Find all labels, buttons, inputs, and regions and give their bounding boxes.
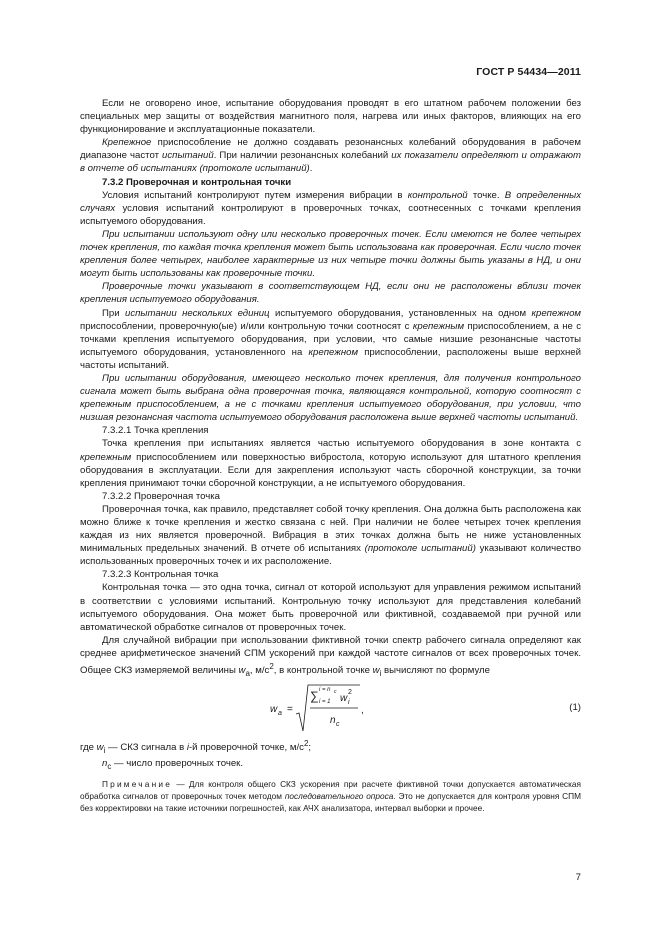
- italic-text: При испытании используют одну или несколько проверочных точек. Если имеются не более четырех точек крепления, то каждая точка крепления может быть использована как проверочная. Если число точек крепления более четырех, наиболее характерные из них четыре точки должны быть указаны в НД, и они могут быть использованы как проверочные точки.: [80, 228, 581, 280]
- paragraph: [80, 228, 581, 280]
- page-content: [80, 97, 581, 814]
- text: точке.: [467, 189, 505, 201]
- text: Точка крепления при испытаниях является частью испытуемого оборудования в зоне контакта с: [102, 438, 581, 450]
- paragraph: Если не оговорено иное, испытание оборудования проводят в его штатном рабочем положении без специальных мер защиты от воздействия магнитного поля, нагрева или иных факторов, влияющих на его функционирование и эксплуатационные показатели.: [80, 98, 581, 136]
- standard-header: ГОСТ Р 54434—2011: [476, 66, 581, 78]
- text: , м/с: [249, 665, 270, 677]
- formula-denominator-sub: c: [336, 721, 340, 729]
- paragraph: [80, 280, 581, 306]
- text: Для случайной вибрации при использовании фиктивной точки спектр рабочего сигнала определяют как среднее арифметическое значений СПМ ускорений при каждой частоте сигналов от всех проверочных точек. Общее СКЗ измеряемой величины: [80, 634, 581, 677]
- text: .: [309, 163, 313, 175]
- definition-line: [80, 737, 581, 757]
- formula-term: w: [340, 693, 348, 705]
- subscript: i: [103, 746, 106, 756]
- subscript: i: [379, 669, 382, 679]
- note-label: Примечание: [102, 779, 173, 790]
- variable-definitions: [80, 737, 581, 773]
- text: приспособлении, проверочную(ые) и/или контрольную точки соотносят с: [80, 320, 413, 332]
- paragraph: [80, 634, 581, 680]
- italic-text: Крепежное: [102, 137, 152, 149]
- subsection-heading: 7.3.2.1 Точка крепления: [102, 425, 209, 437]
- formula-lhs: w: [270, 704, 278, 716]
- formula-number: (1): [569, 702, 581, 714]
- subsection-heading: 7.3.2.2 Проверочная точка: [102, 490, 221, 502]
- subscript: c: [107, 762, 112, 772]
- text: Условия испытаний контролируют путем измерения вибрации в: [102, 189, 408, 201]
- text: приспособление не должно создавать резонансных колебаний оборудования в рабочем диапазоне частот: [80, 137, 581, 162]
- definition-line: [80, 757, 581, 773]
- italic-text: последовательного опроса: [284, 791, 394, 801]
- page-number: 7: [575, 872, 581, 883]
- text: условия испытаний контролируют в проверочных точках, соотнесенных с точками крепления испытуемого оборудования.: [80, 202, 581, 227]
- text: Проверочная точка, как правило, представляет собой точку крепления. Она должна быть расположена как можно ближе к точке крепления и жестко связана с ней. При наличии не более четырех точек крепления каждая из них является проверочной. Вибрация в этих точках должна быть не ниже установленных минимальных предельных значений. В отчете об испытаниях: [80, 503, 581, 555]
- variable: i: [186, 742, 189, 754]
- text: При: [102, 307, 126, 319]
- text: испытуемого оборудования, установленных на одном: [269, 307, 532, 319]
- formula-denominator: n: [330, 715, 336, 727]
- paragraph: [80, 307, 581, 372]
- text: указывают количество использованных проверочных точек и их расположение.: [80, 543, 581, 568]
- text: ;: [308, 742, 312, 754]
- paragraph: Контрольная точка — это одна точка, сигнал от которой используют для управления режимом испытаний в соответствии с условиями испытаний. Контрольную точку используют для представления колебаний испытуемого оборудования. Она может быть проверочной или фиктивной, создаваемой при ручной или автоматической обработке сигналов от проверочных точек.: [80, 582, 581, 633]
- note: [80, 779, 581, 814]
- italic-text: крепежным: [412, 320, 465, 332]
- text: — СКЗ сигнала в: [105, 742, 187, 754]
- paragraph: [80, 136, 581, 175]
- italic-text: испытаний: [162, 150, 214, 162]
- text: где: [80, 742, 97, 754]
- text: , в контрольной точке: [273, 665, 373, 677]
- formula-trailing: ,: [361, 705, 364, 717]
- text: приспособлением, а не с точками крепления испытуемого оборудования, при условии, что самые низшие резонансные частоты испытуемого оборудования, установленного на: [80, 320, 582, 358]
- section-heading: 7.3.2 Проверочная и контрольная точки: [102, 176, 292, 188]
- paragraph: [80, 503, 581, 568]
- text: -й проверочной точке, м/с: [188, 742, 304, 754]
- formula-term-sup: 2: [348, 689, 352, 697]
- paragraph: [80, 189, 581, 228]
- superscript: 2: [269, 662, 274, 672]
- text: — число проверочных точек.: [111, 758, 244, 770]
- sum-lower: i = 1: [319, 699, 331, 706]
- superscript: 2: [303, 739, 309, 749]
- text: — Для контроля общего СКЗ ускорения при расчете фиктивной точки допускается автоматическая обработка сигналов от проверочных точек методом: [80, 779, 581, 801]
- italic-text: контрольной: [407, 189, 468, 201]
- text: . При наличии резонансных колебаний: [213, 150, 392, 162]
- formula-block: [80, 683, 581, 735]
- italic-text: крепежным: [80, 451, 132, 463]
- sum-upper-sub: c: [334, 689, 337, 696]
- formula-lhs-sub: a: [278, 710, 282, 718]
- italic-text: Проверочные точки указывают в соответствующем НД, если они не расположены вблизи точек крепления испытуемого оборудования.: [80, 281, 581, 306]
- rms-formula: [268, 683, 448, 735]
- variable: n: [102, 758, 108, 770]
- italic-text: их показатели определяют и отражают в отчете об испытаниях (протоколе испытаний): [80, 150, 581, 175]
- italic-text: При испытании оборудования, имеющего несколько точек крепления, для получения контрольного сигнала может быть выбрана одна проверочная точка, являющаяся контрольной, которую соотносят с крепежным приспособлением, а не с точками крепления испытуемого оборудования, при условии, что низшая резонансная частота испытуемого оборудования расположена выше верхней частоты испытаний.: [80, 372, 581, 424]
- italic-text: крепежном: [308, 346, 359, 358]
- italic-text: испытании нескольких единиц: [125, 307, 270, 319]
- sum-upper: i = n: [319, 687, 331, 694]
- italic-text: крепежном: [531, 307, 581, 319]
- text: вычисляют по формуле: [381, 665, 490, 677]
- paragraph: [80, 372, 581, 424]
- subscript: a: [245, 669, 250, 679]
- formula-term-sub: i: [348, 699, 350, 707]
- paragraph: [80, 437, 581, 489]
- sum-sign: ∑: [310, 689, 319, 704]
- variable: w: [238, 665, 246, 677]
- text: приспособлении, расположены выше верхней частоты испытаний.: [80, 346, 581, 371]
- italic-text: (протоколе испытаний): [364, 543, 476, 555]
- italic-text: В определенных случаях: [80, 189, 581, 214]
- variable: w: [96, 742, 104, 754]
- variable: w: [372, 665, 380, 677]
- formula-equals: =: [287, 704, 293, 716]
- subsection-heading: 7.3.2.3 Контрольная точка: [102, 569, 219, 581]
- text: . Это не допускается для контроля уровня СПМ без корректировки на такие источники погрешностей, как АЧХ анализатора, интервал выборки и прочее.: [80, 791, 581, 813]
- text: приспособлением или поверхностью вибростола, которую используют для штатного крепления оборудования в эксплуатации. Если для закрепления используют часть сборочной конструкции, за точки крепления принимают точки сборочной конструкции, а не испытуемого оборудования.: [80, 451, 581, 489]
